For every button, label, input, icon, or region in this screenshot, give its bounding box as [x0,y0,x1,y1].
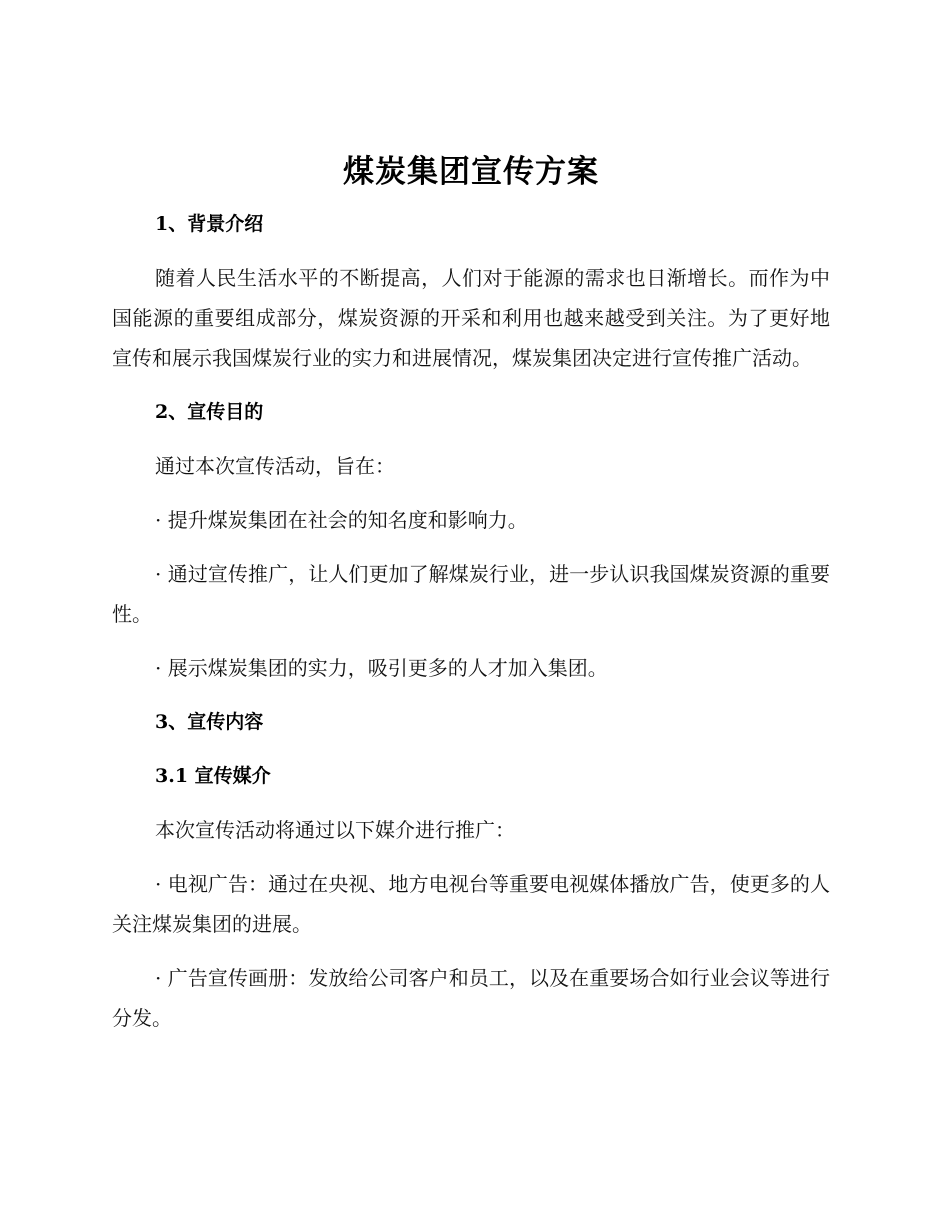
document-title: 煤炭集团宣传方案 [343,154,599,190]
subsection-heading-media: 3.1 宣传媒介 [155,765,271,787]
purpose-bullet: · 展示煤炭集团的实力，吸引更多的人才加入集团。 [155,656,608,680]
media-bullet: · 广告宣传画册：发放给公司客户和员工，以及在重要场合如行业会议等进行分发。 [112,966,830,1030]
section-heading-purpose: 2、宣传目的 [155,401,264,423]
purpose-bullet: · 通过宣传推广，让人们更加了解煤炭行业，进一步认识我国煤炭资源的重要性。 [112,562,830,626]
section-heading-background: 1、背景介绍 [155,213,264,235]
background-paragraph: 随着人民生活水平的不断提高，人们对于能源的需求也日渐增长。而作为中国能源的重要组成部分，煤炭资源的开采和利用也越来越受到关注。为了更好地宣传和展示我国煤炭行业的实力和进展情况，煤炭集团决定进行宣传推广活动。 [112,266,830,370]
media-intro: 本次宣传活动将通过以下媒介进行推广： [155,818,515,842]
section-heading-content: 3、宣传内容 [155,711,264,733]
purpose-intro: 通过本次宣传活动，旨在： [155,454,395,478]
purpose-bullet: · 提升煤炭集团在社会的知名度和影响力。 [155,508,528,532]
media-bullet: · 电视广告：通过在央视、地方电视台等重要电视媒体播放广告，使更多的人关注煤炭集团的进展。 [112,872,830,936]
